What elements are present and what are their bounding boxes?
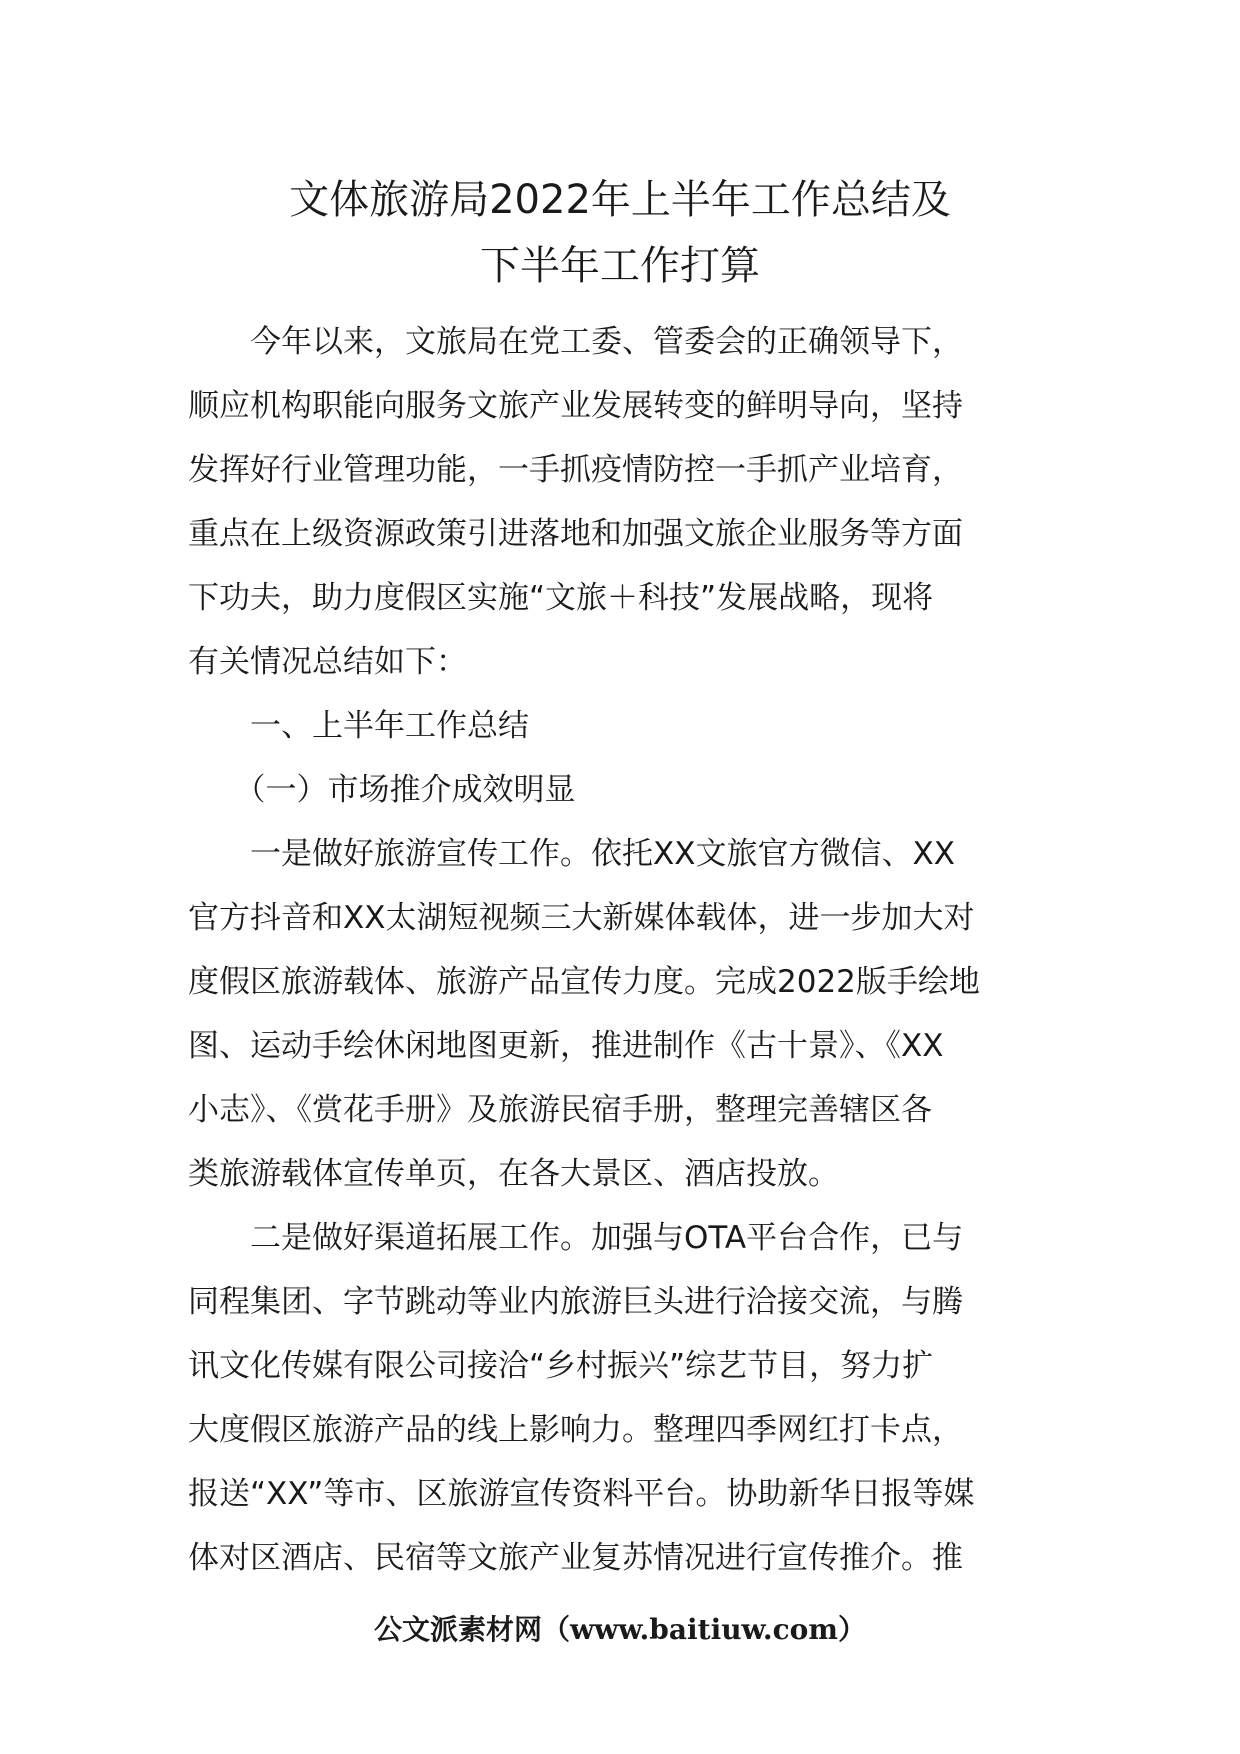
body-line: 官方抖音和XX太湖短视频三大新媒体载体，进一步加大对 bbox=[188, 900, 975, 936]
body-line: 有关情况总结如下： bbox=[188, 644, 467, 680]
body-line: 二是做好渠道拓展工作。加强与OTA平台合作，已与 bbox=[188, 1220, 964, 1256]
body-line: 一是做好旅游宣传工作。依托XX文旅官方微信、XX bbox=[188, 836, 955, 872]
body-line: 重点在上级资源政策引进落地和加强文旅企业服务等方面 bbox=[188, 516, 963, 552]
subsection-heading: （一）市场推介成效明显 bbox=[188, 772, 576, 808]
body-line: 报送“XX”等市、区旅游宣传资料平台。协助新华日报等媒 bbox=[188, 1476, 975, 1512]
document-title-line-2: 下半年工作打算 bbox=[480, 243, 760, 289]
section-heading: 一、上半年工作总结 bbox=[188, 708, 529, 744]
body-line: 体对区酒店、民宿等文旅产业复苏情况进行宣传推介。推 bbox=[188, 1540, 963, 1576]
body-line: 同程集团、字节跳动等业内旅游巨头进行洽接交流，与腾 bbox=[188, 1284, 963, 1320]
body-line: 度假区旅游载体、旅游产品宣传力度。完成2022版手绘地 bbox=[188, 964, 980, 1000]
body-line: 图、运动手绘休闲地图更新，推进制作《古十景》、《XX bbox=[188, 1028, 944, 1064]
body-line: 下功夫，助力度假区实施“文旅＋科技”发展战略，现将 bbox=[188, 580, 934, 616]
body-line: 小志》、《赏花手册》及旅游民宿手册，整理完善辖区各 bbox=[188, 1092, 932, 1128]
body-line: 类旅游载体宣传单页，在各大景区、酒店投放。 bbox=[188, 1156, 839, 1192]
body-line: 今年以来，文旅局在党工委、管委会的正确领导下， bbox=[188, 324, 963, 360]
body-line: 顺应机构职能向服务文旅产业发展转变的鲜明导向，坚持 bbox=[188, 388, 963, 424]
body-line: 发挥好行业管理功能，一手抓疫情防控一手抓产业培育， bbox=[188, 452, 963, 488]
body-line: 大度假区旅游产品的线上影响力。整理四季网红打卡点， bbox=[188, 1412, 963, 1448]
page-footer-watermark: 公文派素材网（www.baitiuw.com） bbox=[374, 1613, 866, 1646]
body-line: 讯文化传媒有限公司接洽“乡村振兴”综艺节目，努力扩 bbox=[188, 1348, 934, 1384]
document-title-line-1: 文体旅游局2022年上半年工作总结及 bbox=[289, 177, 951, 223]
